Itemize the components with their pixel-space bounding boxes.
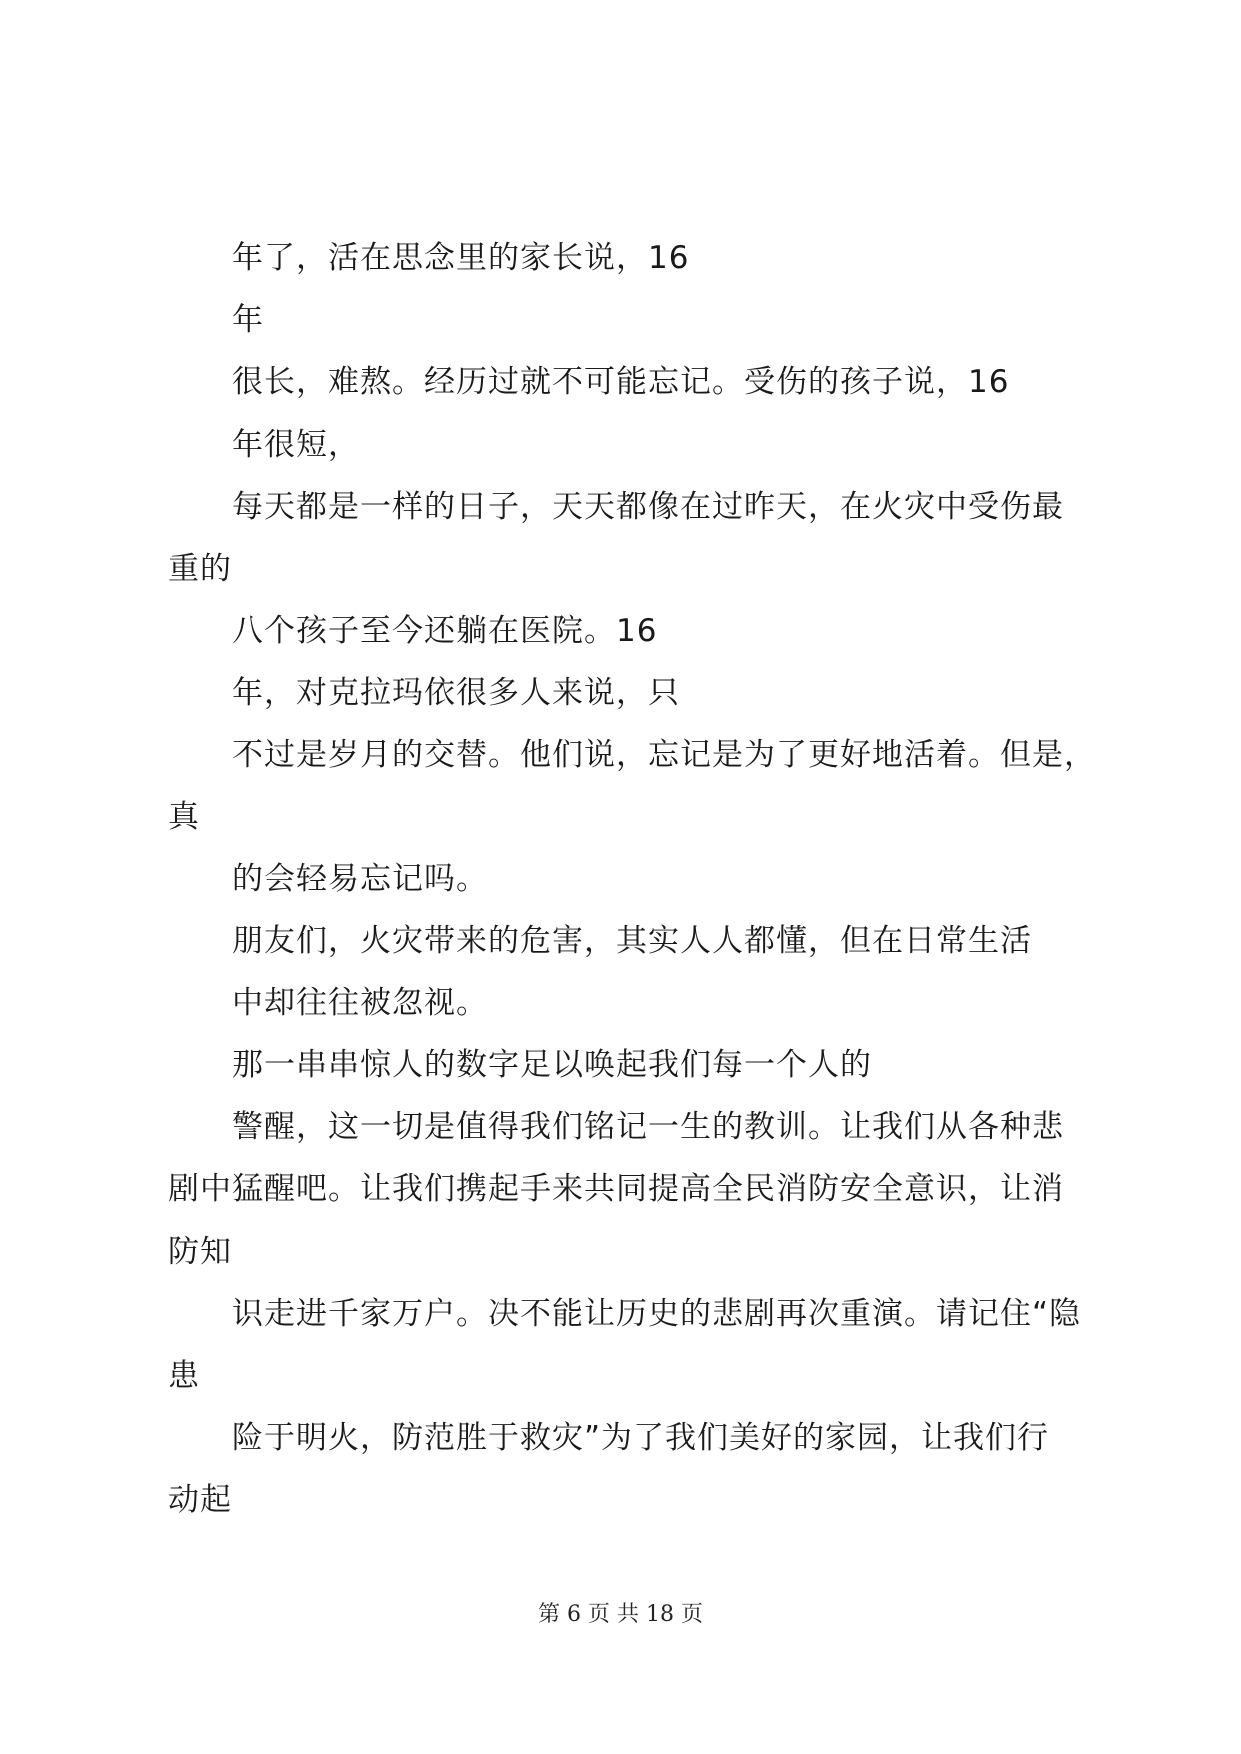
text-line: 真 [168,799,200,835]
text-line: 不过是岁月的交替。他们说，忘记是为了更好地活着。但是， [232,737,1096,773]
text-line: 中却往往被忽视。 [232,985,488,1021]
text-line: 年很短， [232,427,360,463]
text-line: 朋友们，火灾带来的危害，其实人人都懂，但在日常生活 [232,923,1032,959]
text-line: 年了，活在思念里的家长说，16 [232,240,690,276]
text-line: 重的 [168,551,232,587]
text-line: 很长，难熬。经历过就不可能忘记。受伤的孩子说，16 [232,364,1010,400]
text-line: 防知 [168,1234,232,1270]
text-line: 八个孩子至今还躺在医院。16 [232,613,658,649]
text-line: 动起 [168,1482,232,1518]
text-line: 患 [168,1358,200,1394]
page-number-footer: 第 6 页 共 18 页 [538,1602,703,1627]
text-line: 年 [232,302,264,338]
text-line: 险于明火，防范胜于救灾”为了我们美好的家园，让我们行 [232,1420,1050,1456]
text-line: 每天都是一样的日子，天天都像在过昨天，在火灾中受伤最 [232,489,1064,525]
text-line: 年，对克拉玛依很多人来说，只 [232,675,680,711]
text-line: 警醒，这一切是值得我们铭记一生的教训。让我们从各种悲 [232,1109,1064,1145]
text-line: 识走进千家万户。决不能让历史的悲剧再次重演。请记住“隐 [232,1296,1082,1332]
text-line: 那一串串惊人的数字足以唤起我们每一个人的 [232,1047,872,1083]
text-line: 剧中猛醒吧。让我们携起手来共同提高全民消防安全意识，让消 [168,1171,1064,1207]
text-line: 的会轻易忘记吗。 [232,861,488,897]
